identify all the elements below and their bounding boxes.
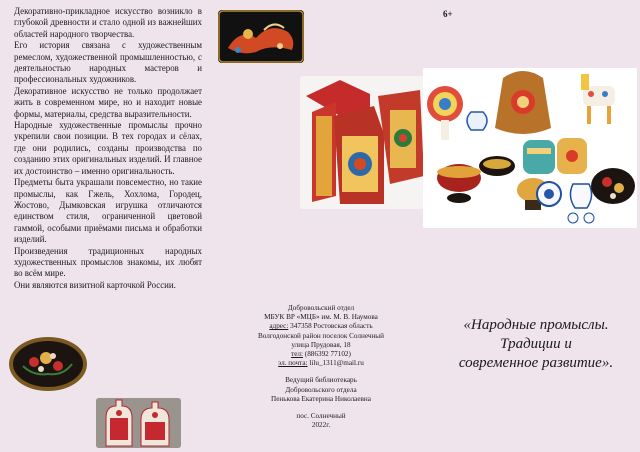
paragraph: Его история связана с художественным ремеслом, художественной промышленностью, с деятельностью народных мастеров и профессиональных художников. [14,40,202,85]
address-line [246,322,396,331]
palekh-box-image [218,10,304,63]
person-name: Пенькова Екатерина Николаевна [271,394,371,403]
age-rating: 6+ [443,9,453,19]
place-line: пос. Солнечный [296,412,346,421]
painted-cutting-boards-image [300,76,428,209]
left-panel [0,0,212,452]
contacts-block [246,304,396,430]
phone-line [246,350,396,359]
title-line: Традиции и [500,336,572,352]
zhostovo-tray-image [8,336,88,392]
paragraph: Они являются визитной карточкой России. [14,279,176,290]
intro-text [14,6,202,291]
spacer [246,404,396,412]
spacer [246,368,396,376]
address-value: 347358 Ростовская область [288,322,373,331]
email-label: эл. почта: [278,359,308,368]
year-line: 2022г. [311,421,331,430]
embroidered-boards-image [96,398,181,448]
position-line: Добровольского отдела [285,385,357,394]
phone-label: тел: [291,350,303,359]
position-line: Ведущий библиотекарь [285,376,357,385]
email-value[interactable]: lilu_1311@mail.ru [307,359,364,368]
address-line: Волгодонской район поселок Солнечный [258,331,384,340]
phone-value: (886392 77102) [303,350,351,359]
org-line: МБУК ВР «МЦБ» им. М. В. Наумова [264,313,378,322]
address-line: улица Прудовая, 18 [291,340,351,349]
title-line: современное развитие». [458,355,614,371]
address-label: адрес: [269,322,289,331]
paragraph: Декоративно-прикладное искусство возникло в глубокой древности и стало одной из важнейших областей народного творчества. [14,6,202,39]
email-line [246,359,396,368]
crafts-collage-image [423,68,637,228]
paragraph: Декоративное искусство не только продолжает жить в современном мире, но и находит новые формы, материалы, средства выразительности. [14,85,202,119]
paragraph: Предметы быта украшали повсеместно, но такие промыслы, как Гжель, Хохлома, Городец, Жостово, Дымковская игрушка отличаются единством стиля, ограниченной цветовой гаммой, особыми приёмами письма и обработки изделий. [14,177,202,245]
paragraph: Произведения традиционных народных художественных промыслов знакомы, их любят во всём мире. [14,245,202,279]
paragraph: Народные художественные промыслы прочно укрепили свои позиции. В тех городах и сёлах, где они родились, созданы производства по созданию этих оригинальных изделий. И главное их достоинство – именно оригинальность. [14,120,202,176]
title-line: «Народные промыслы. [463,317,609,333]
org-line: Добровольский отдел [287,304,355,312]
brochure-title [436,316,636,373]
